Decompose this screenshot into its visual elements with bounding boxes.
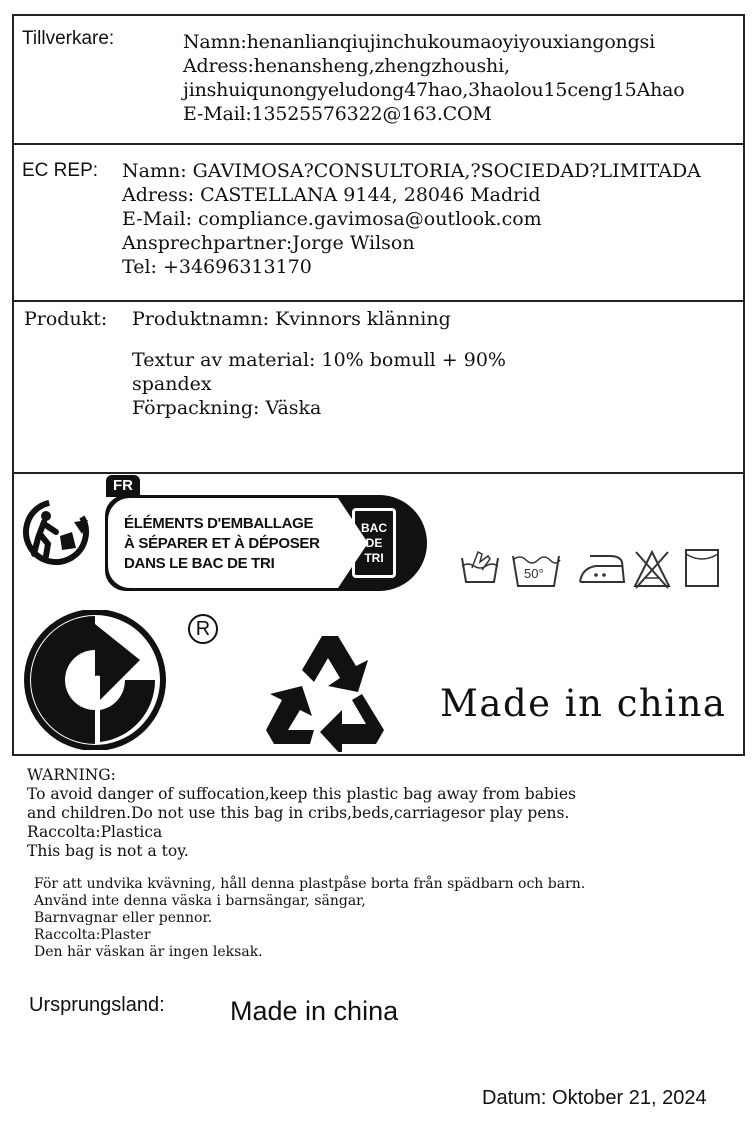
triman-line-1: ÉLÉMENTS D'EMBALLAGE [124,515,314,532]
product-details [132,348,506,420]
warning-en-line-1: To avoid danger of suffocation,keep this plastic bag away from babies [27,785,576,803]
triman-icon [16,492,96,572]
manufacturer-email: E-Mail:13525576322@163.COM [183,103,492,125]
warning-sv-line-3: Barnvagnar eller pennor. [34,910,213,926]
bin-label [355,511,393,566]
product-material-cont: spandex [132,373,212,395]
warning-sv [34,876,585,961]
registered-mark [188,614,218,644]
manufacturer-label: Tillverkare: [22,28,115,49]
product-name: Produktnamn: Kvinnors klänning [132,308,451,330]
warning-en-heading: WARNING: [27,766,116,784]
hand-wash-icon [458,546,502,586]
ec-rep-name: Namn: GAVIMOSA?CONSULTORIA,?SOCIEDAD?LIMITADA [122,160,701,182]
product-section [12,300,745,474]
product-label: Produkt: [24,308,108,330]
recycle-icon [262,630,390,752]
ec-rep-phone: Tel: +34696313170 [122,256,312,278]
no-bleach-icon [632,548,672,590]
origin-value: Made in china [230,996,399,1026]
ec-rep-section [12,143,745,302]
triman-country: FR [113,477,133,494]
manufacturer-section [12,14,745,145]
triman-line-3: DANS LE BAC DE TRI [124,555,275,572]
ec-rep-contact: Ansprechpartner:Jorge Wilson [122,232,415,254]
warning-en [27,766,576,861]
manufacturer-details [183,30,685,126]
manufacturer-name: Namn:henanlianqiujinchukoumaoyiyouxiangongsi [183,31,655,53]
warning-en-line-3: Raccolta:Plastica [27,823,163,841]
registered-letter: R [195,618,211,640]
iron-low-icon [576,552,628,586]
triman-panel [105,495,427,591]
document-date: Datum: Oktober 21, 2024 [482,1087,707,1109]
wash-temperature: 50° [524,566,544,581]
recycling-bin-icon [352,508,396,578]
warning-en-line-4: This bag is not a toy. [27,842,189,860]
manufacturer-address-1: Adress:henansheng,zhengzhoushi, [183,55,510,77]
warning-sv-line-4: Raccolta:Plaster [34,927,151,943]
ec-rep-details [122,159,701,279]
warning-sv-line-5: Den här väskan är ingen leksak. [34,944,263,960]
ec-rep-label: EC REP: [22,160,99,181]
product-material: Textur av material: 10% bomull + 90% [132,349,506,371]
origin-label: Ursprungsland: [29,994,165,1016]
manufacturer-address-2: jinshuiqunongyeludong47hao,3haolou15ceng15Ahao [183,79,685,101]
warning-en-line-2: and children.Do not use this bag in cribs,beds,carriagesor play pens. [27,804,570,822]
ec-rep-email: E-Mail: compliance.gavimosa@outlook.com [122,208,542,230]
green-dot-icon [20,610,170,750]
warning-sv-line-2: Använd inte denna väska i barnsängar, sängar, [34,893,366,909]
bin-line-1: BAC [361,521,387,535]
warning-sv-line-1: För att undvika kvävning, håll denna plastpåse borta från spädbarn och barn. [34,876,586,892]
tumble-dry-icon [684,548,720,588]
triman-country-tab [106,475,140,497]
bin-line-3: TRI [364,551,384,565]
bin-line-2: DE [365,536,383,550]
product-packaging: Förpackning: Väska [132,397,322,419]
triman-instructions [124,514,320,574]
made-in-label: Made in china [440,682,727,725]
triman-text-area [108,498,338,588]
triman-line-2: À SÉPARER ET À DÉPOSER [124,535,320,552]
ec-rep-address: Adress: CASTELLANA 9144, 28046 Madrid [122,184,541,206]
